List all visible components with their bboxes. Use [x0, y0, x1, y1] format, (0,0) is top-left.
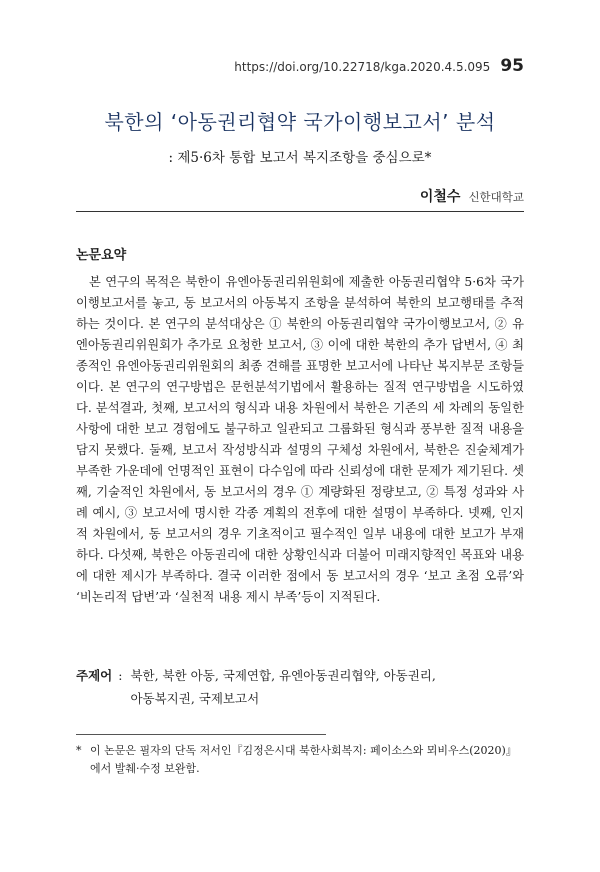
keywords-list	[130, 664, 524, 710]
keywords-line-1: 북한, 북한 아동, 국제연합, 유엔아동권리협약, 아동권리,	[130, 668, 436, 683]
footnote	[76, 742, 524, 778]
doi-link[interactable]: https://doi.org/10.22718/kga.2020.4.5.095	[234, 60, 491, 74]
abstract-heading: 논문요약	[76, 248, 127, 263]
abstract-body: 본 연구의 목적은 북한이 유엔아동권리위원회에 제출한 아동권리협약 5·6차 국가이행보고서를 놓고, 동 보고서의 아동복지 조항을 분석하여 북한의 보고행태를 추적하는 것이다. 본 연구의 분석대상은 ① 북한의 아동권리협약 국가이행보고서, ② 유엔아동권리위원회가 추가로 요청한 보고서, ③ 이에 대한 북한의 추가 답변서, ④ 최종적인 유엔아동권리위원회의 최종 견해를 표명한 보고서에 나타난 복지부문 조항들이다. 본 연구의 연구방법은 문헌분석기법에서 활용하는 질적 연구방법을 시도하였다. 분석결과, 첫째, 보고서의 형식과 내용 차원에서 북한은 기존의 세 차례의 동일한 사항에 대한 보고 경험에도 불구하고 일관되고 그룹화된 형식과 풍부한 질적 내용을 담지 못했다. 둘째, 보고서 작성방식과 설명의 구체성 차원에서, 북한은 진술체계가 부족한 가운데에 언명적인 표현이 다수임에 따라 신뢰성에 대한 문제가 제기된다. 셋째, 기술적인 차원에서, 동 보고서의 경우 ① 계량화된 정량보고, ② 특정 성과와 사례 예시, ③ 보고서에 명시한 각종 계획의 전후에 대한 설명이 부족하다. 넷째, 인지적 차원에서, 동 보고서의 경우 기초적이고 필수적인 일부 내용에 대한 보고가 부재하다. 다섯째, 북한은 아동권리에 대한 상황인식과 더불어 미래지향적인 목표와 내용에 대한 제시가 부족하다. 결국 이러한 점에서 동 보고서의 경우 ‘보고 초점 오류’와 ‘비논리적 답변’과 ‘실천적 내용 제시 부족’등이 지적된다.	[76, 275, 524, 604]
author-affiliation: 신한대학교	[468, 190, 524, 204]
page-number: 95	[500, 56, 524, 76]
keywords-block	[76, 664, 524, 710]
paper-subtitle: : 제5·6차 통합 보고서 복지조항을 중심으로*	[168, 150, 432, 166]
footnote-marker: *	[76, 744, 82, 757]
footnote-text: 이 논문은 필자의 단독 저서인『김정은시대 북한사회복지: 페이소스와 뫼비우스(2020)』에서 발췌·수정 보완함.	[90, 744, 517, 775]
keywords-label: 주제어	[76, 668, 113, 683]
keywords-colon: :	[118, 668, 123, 683]
running-header	[234, 56, 524, 76]
footnote-divider	[76, 734, 326, 735]
author-block	[420, 186, 524, 206]
keywords-line-2: 아동복지권, 국제보고서	[130, 691, 260, 706]
author-name: 이철수	[419, 189, 461, 205]
title-divider	[76, 211, 524, 212]
paper-title: 북한의 ‘아동권리협약 국가이행보고서’ 분석	[104, 110, 496, 134]
